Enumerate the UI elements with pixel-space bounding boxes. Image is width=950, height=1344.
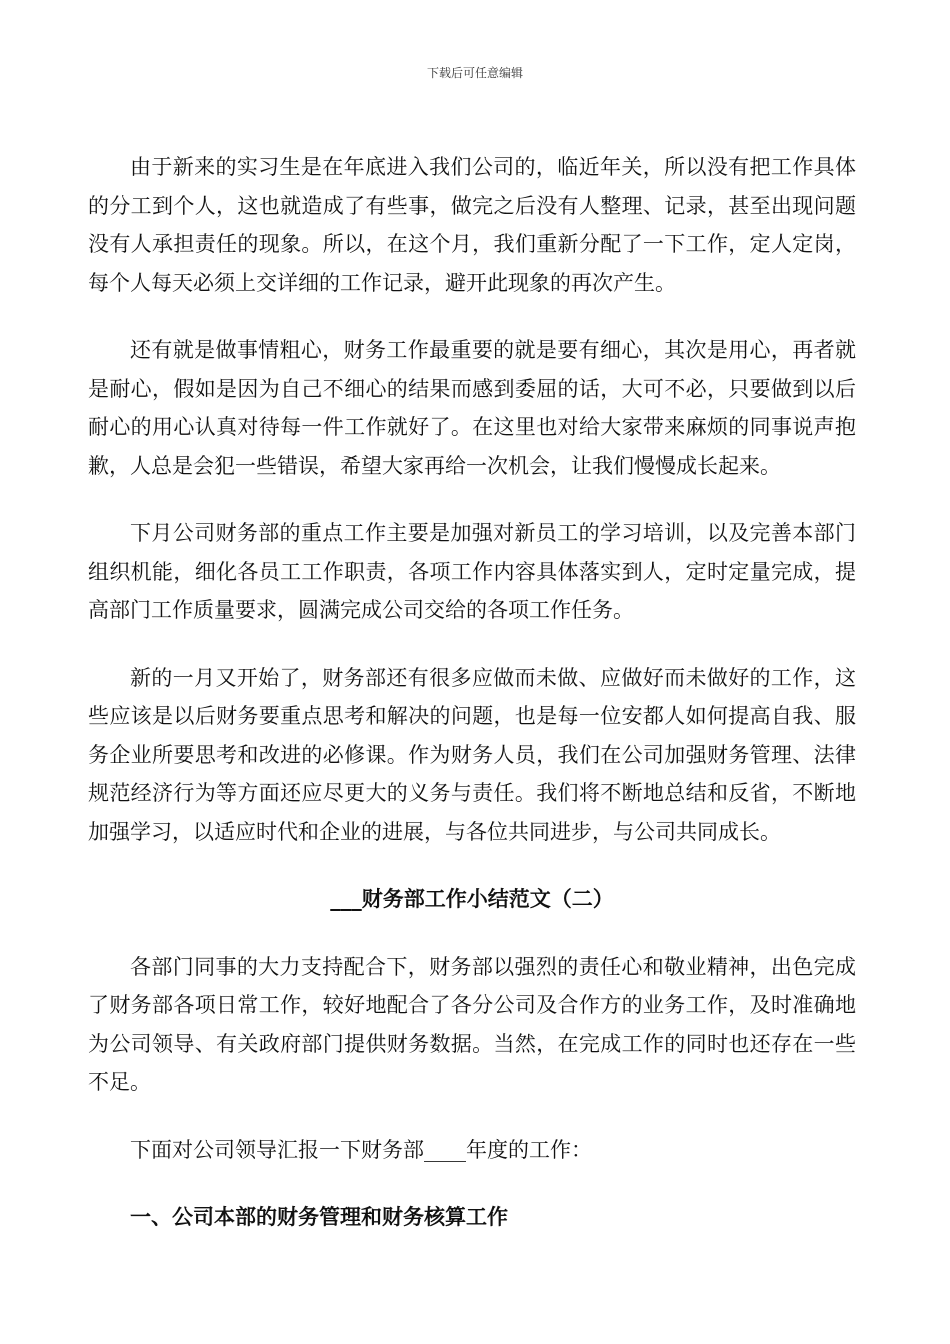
paragraph-new-month: 新的一月又开始了，财务部还有很多应做而未做、应做好而未做好的工作，这些应该是以后财务要重点思考和解决的问题，也是每一位安都人如何提高自我、服务企业所要思考和改进的必修课。作为财务人员，我们在公司加强财务管理、法律规范经济行为等方面还应尽更大的义务与责任。我们将不断地总结和反省，不断地加强学习，以适应时代和企业的进展，与各位共同进步，与公司共同成长。 <box>88 665 856 844</box>
paragraph-report-intro: 下面对公司领导汇报一下财务部____年度的工作： <box>130 1137 592 1162</box>
paragraph-next-month-focus: 下月公司财务部的重点工作主要是加强对新员工的学习培训，以及完善本部门组织机能，细化各员工工作职责，各项工作内容具体落实到人，定时定量完成，提高部门工作质量要求，圆满完成公司交给的各项工作任务。 <box>88 521 856 622</box>
paragraph-intern-assignment: 由于新来的实习生是在年底进入我们公司的，临近年关，所以没有把工作具体的分工到个人，这也就造成了有些事，做完之后没有人整理、记录，甚至出现问题没有人承担责任的现象。所以，在这个月，我们重新分配了一下工作，定人定岗，每个人每天必须上交详细的工作记录，避开此现象的再次产生。 <box>88 155 856 295</box>
section-heading: 一、公司本部的财务管理和财务核算工作 <box>130 1204 508 1229</box>
paragraph-department-support: 各部门同事的大力支持配合下，财务部以强烈的责任心和敬业精神，出色完成了财务部各项日常工作，较好地配合了各分公司及合作方的业务工作，及时准确地为公司领导、有关政府部门提供财务数据。当然，在完成工作的同时也还存在一些不足。 <box>88 954 856 1094</box>
document-title: ___财务部工作小结范文（二） <box>330 886 614 911</box>
document-body <box>88 148 856 1237</box>
paragraph-carelessness: 还有就是做事情粗心，财务工作最重要的就是要有细心，其次是用心，再者就是耐心，假如是因为自己不细心的结果而感到委屈的话，大可不必，只要做到以后耐心的用心认真对待每一件工作就好了。在这里也对给大家带来麻烦的同事说声抱歉，人总是会犯一些错误，希望大家再给一次机会，让我们慢慢成长起来。 <box>88 338 856 478</box>
page-header: 下载后可任意编辑 <box>426 66 523 80</box>
